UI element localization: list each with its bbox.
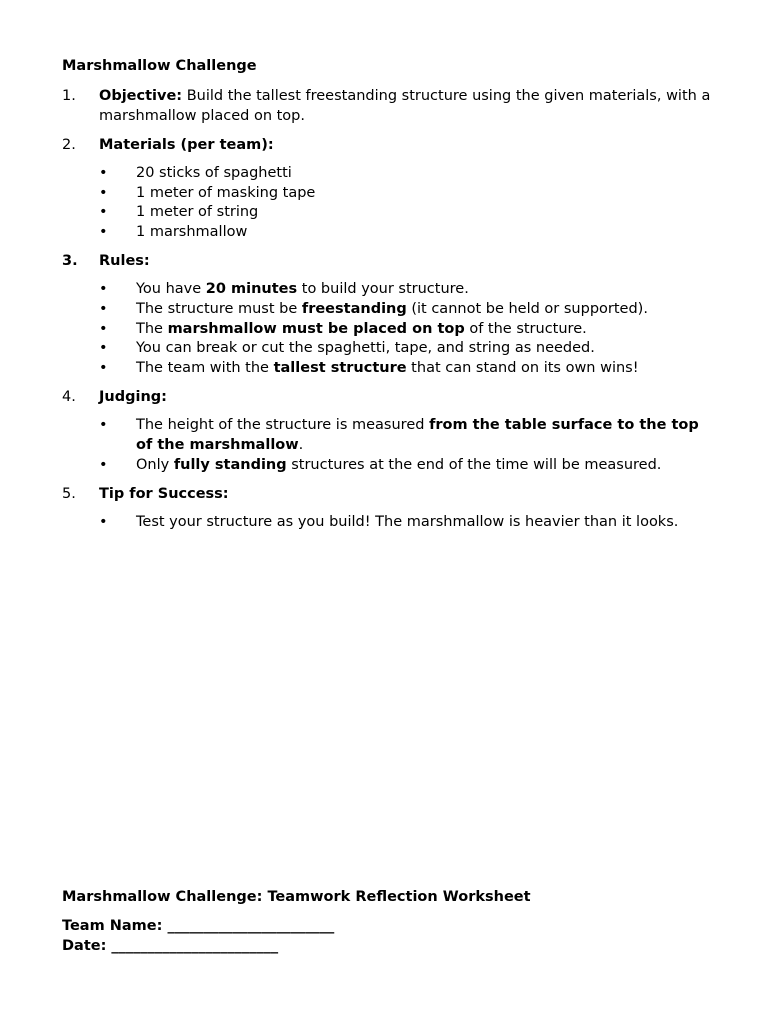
- item-text: 1 meter of masking tape: [136, 184, 316, 201]
- list-item: [99, 339, 712, 359]
- rules-list: [99, 280, 712, 378]
- section-heading: [99, 387, 712, 407]
- document-body: [62, 56, 712, 533]
- item-text: 1 meter of string: [136, 204, 259, 221]
- bullet-icon: •: [99, 514, 108, 531]
- item-text-post: (it cannot be held or supported).: [406, 300, 648, 317]
- item-text-pre: The team with the: [136, 359, 274, 376]
- item-text-post: of the structure.: [464, 320, 587, 337]
- list-item: [99, 416, 712, 455]
- bullet-icon: •: [99, 300, 108, 317]
- reflection-worksheet: [62, 887, 712, 956]
- list-item: [99, 456, 712, 476]
- section-label: Rules:: [99, 253, 150, 270]
- list-item: [99, 203, 712, 223]
- item-text-pre: The structure must be: [136, 300, 302, 317]
- bullet-icon: •: [99, 223, 108, 240]
- section-number: 2.: [62, 137, 76, 153]
- section-number: 4.: [62, 389, 76, 406]
- bullet-icon: •: [99, 165, 108, 181]
- section-label: Judging:: [99, 389, 167, 406]
- section-label: Objective:: [99, 88, 183, 104]
- item-text-pre: The height of the structure is measured: [136, 417, 430, 434]
- item-text: Test your structure as you build! The marshmallow is heavier than it looks.: [136, 514, 679, 531]
- document-title: Marshmallow Challenge: [62, 58, 257, 74]
- section-tip: [62, 484, 712, 533]
- item-text-pre: You can break or cut the spaghetti, tape, and string as needed.: [136, 340, 595, 357]
- section-number: 1.: [62, 88, 76, 104]
- list-item: [99, 359, 712, 379]
- item-text-pre: The: [136, 320, 168, 337]
- objective-paragraph: [99, 86, 712, 126]
- section-heading: [99, 484, 712, 504]
- list-item: [99, 280, 712, 300]
- item-text-bold: 20 minutes: [205, 281, 298, 298]
- objective-text: Build the tallest freestanding structure using the given materials, with a marshmallow placed on top.: [99, 88, 711, 124]
- list-item: [99, 300, 712, 320]
- item-text-bold: tallest structure: [273, 359, 407, 376]
- section-objective: [62, 86, 712, 126]
- item-text-pre: Only: [136, 456, 174, 473]
- bullet-icon: •: [99, 359, 108, 376]
- item-text-post: to build your structure.: [297, 281, 469, 298]
- section-judging: [62, 387, 712, 475]
- section-number: 3.: [62, 253, 78, 270]
- section-label: Materials (per team):: [99, 137, 274, 153]
- tip-list: [99, 513, 712, 533]
- item-text-bold: freestanding: [301, 300, 407, 317]
- item-text-pre: You have: [136, 281, 206, 298]
- bullet-icon: •: [99, 456, 108, 473]
- list-item: [99, 223, 712, 243]
- section-heading: [99, 135, 712, 155]
- list-item: [99, 164, 712, 184]
- item-text-bold: from the table surface to the top of the marshmallow: [136, 417, 699, 453]
- section-materials: [62, 135, 712, 242]
- team-name-field: Team Name: _______________________: [62, 918, 335, 934]
- bullet-icon: •: [99, 340, 108, 357]
- item-text-bold: fully standing: [173, 456, 287, 473]
- judging-list: [99, 416, 712, 475]
- item-text-post: .: [298, 436, 304, 453]
- section-rules: [62, 251, 712, 378]
- bullet-icon: •: [99, 281, 108, 298]
- item-text: 1 marshmallow: [136, 223, 248, 240]
- list-item: [99, 513, 712, 533]
- bullet-icon: •: [99, 184, 108, 201]
- section-label: Tip for Success:: [99, 486, 229, 503]
- item-text-post: structures at the end of the time will be measured.: [286, 456, 662, 473]
- item-text-bold: marshmallow must be placed on top: [167, 320, 465, 337]
- list-item: [99, 320, 712, 340]
- section-number: 5.: [62, 486, 76, 503]
- materials-list: [99, 164, 712, 242]
- item-text: 20 sticks of spaghetti: [136, 165, 292, 181]
- section-heading: [99, 251, 712, 271]
- date-field: Date: _______________________: [62, 938, 279, 954]
- item-text-post: that can stand on its own wins!: [406, 359, 639, 376]
- bullet-icon: •: [99, 320, 108, 337]
- worksheet-title: Marshmallow Challenge: Teamwork Reflection Worksheet: [62, 889, 531, 905]
- bullet-icon: •: [99, 204, 108, 221]
- bullet-icon: •: [99, 417, 108, 434]
- list-item: [99, 184, 712, 204]
